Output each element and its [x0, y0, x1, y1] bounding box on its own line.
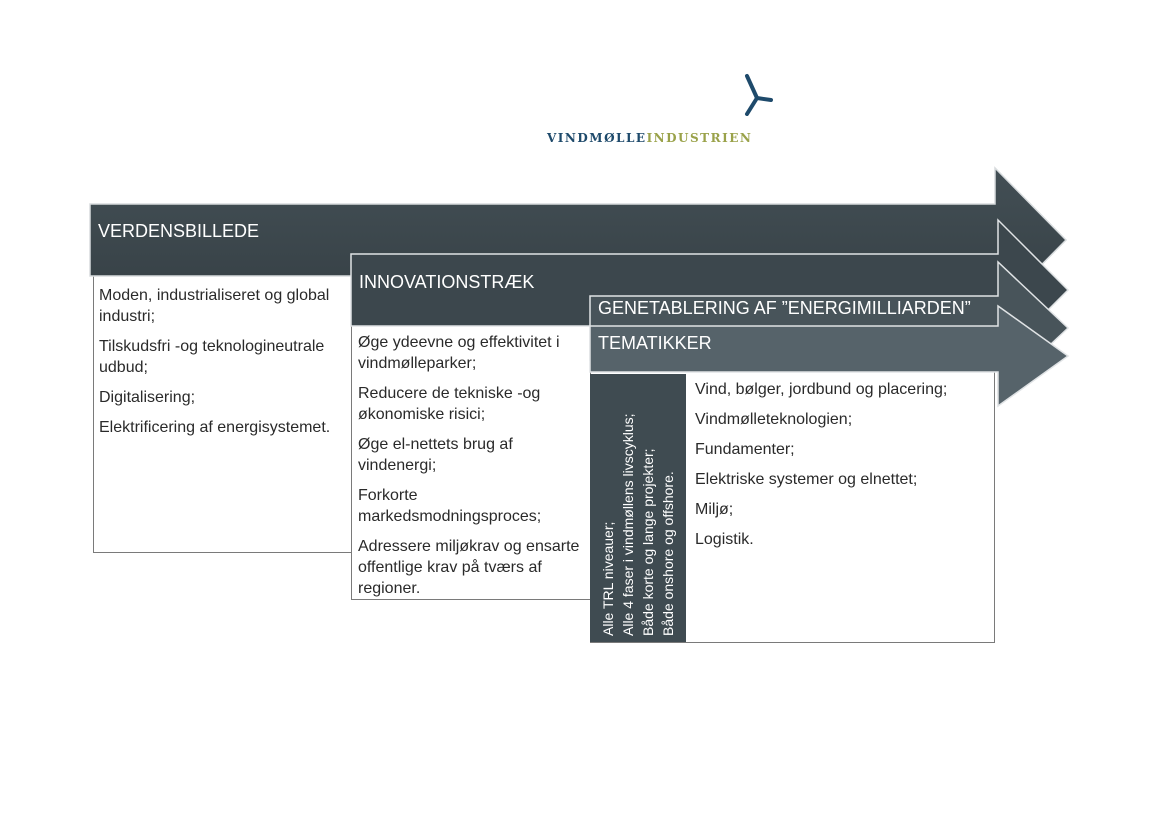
list-item: Vind, bølger, jordbund og placering;: [695, 381, 948, 398]
tematikker-side-text: [598, 374, 678, 636]
side-line: Alle TRL niveauer;: [600, 521, 616, 636]
list-item: Øge ydeevne og effektivitet i vindmølleparker;: [358, 334, 560, 372]
list-item: Øge el-nettets brug af vindenergi;: [358, 436, 513, 474]
tematikker-title: TEMATIKKER: [598, 333, 712, 353]
list-item: Miljø;: [695, 501, 734, 518]
list-item: Elektriske systemer og elnettet;: [695, 471, 918, 488]
list-item: Logistik.: [695, 531, 754, 548]
list-item: Elektrificering af energisystemet.: [99, 419, 331, 436]
logo-part2: INDUSTRIEN: [646, 131, 753, 145]
list-item: Tilskudsfri -og teknologineutrale udbud;: [99, 338, 325, 376]
list-item: Digitalisering;: [99, 389, 196, 406]
verdensbillede-title: VERDENSBILLEDE: [98, 221, 260, 241]
innovationstraek-list: [358, 332, 588, 608]
innovationstraek-title: INNOVATIONSTRÆK: [359, 272, 535, 292]
tematikker-list: [695, 379, 990, 559]
side-line: Alle 4 faser i vindmøllens livscyklus;: [620, 413, 636, 636]
side-line: Både onshore og offshore.: [660, 471, 676, 636]
list-item: Reducere de tekniske -og økonomiske risici;: [358, 385, 541, 423]
list-item: Adressere miljøkrav og ensarte offentlige krav på tværs af regioner.: [358, 538, 580, 597]
genetablering-title: GENETABLERING AF ”ENERGIMILLIARDEN”: [598, 298, 971, 318]
list-item: Fundamenter;: [695, 441, 795, 458]
list-item: Forkorte markedsmodningsproces;: [358, 487, 542, 525]
tematikker-side-panel: [590, 374, 686, 642]
logo-part1: VINDMØLLE: [547, 131, 647, 145]
list-item: Moden, industrialiseret og global industri;: [99, 287, 330, 325]
verdensbillede-list: [99, 285, 339, 447]
side-line: Både korte og lange projekter;: [640, 448, 656, 636]
list-item: Vindmølleteknologien;: [695, 411, 853, 428]
